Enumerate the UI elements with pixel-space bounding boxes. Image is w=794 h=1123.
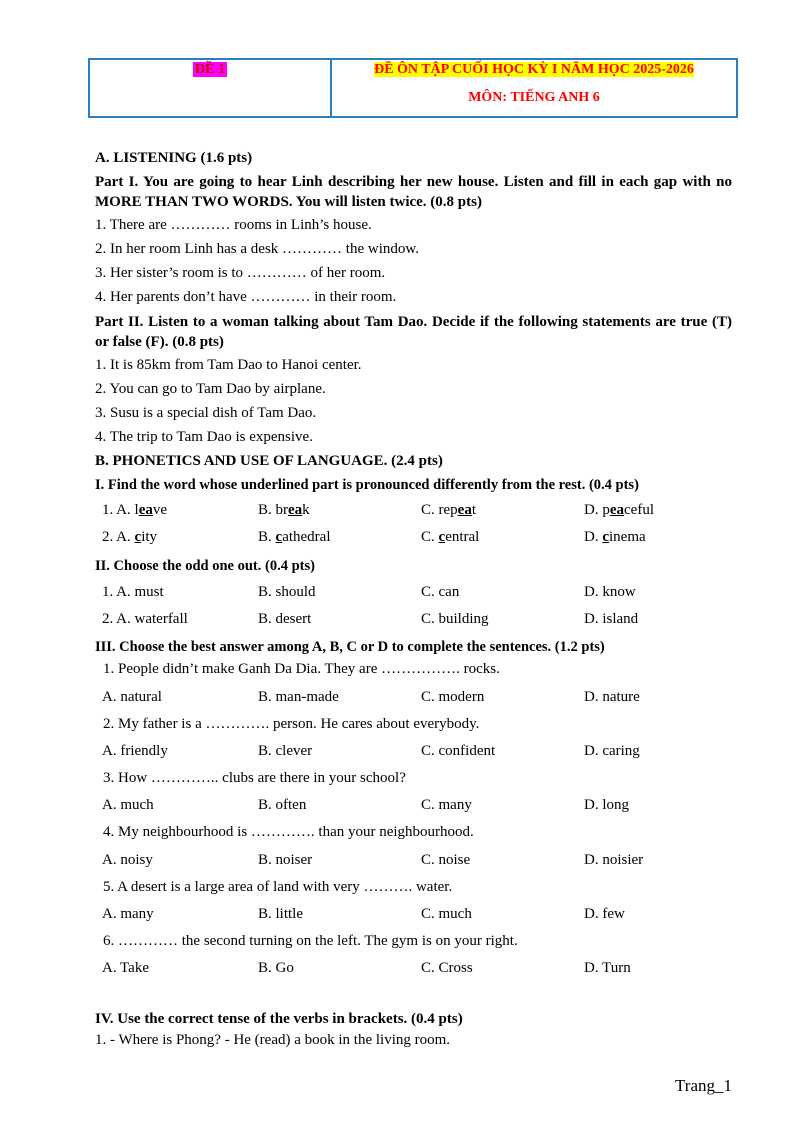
list-item: 3. Her sister’s room is to ………… of her room. bbox=[95, 265, 386, 281]
option-c: C. Cross bbox=[421, 960, 473, 976]
question: 6. ………… the second turning on the left. The gym is on your right. bbox=[103, 933, 518, 949]
option-a: A. natural bbox=[102, 689, 162, 705]
option-c: C. can bbox=[421, 584, 460, 600]
exam-subject: MÔN: TIẾNG ANH 6 bbox=[468, 90, 600, 105]
option-d: D. caring bbox=[584, 743, 640, 759]
option-a: A. noisy bbox=[102, 852, 153, 868]
option-a: A. much bbox=[102, 797, 154, 813]
option-d: D. know bbox=[584, 584, 636, 600]
exam-code-label: ĐỀ 1 bbox=[195, 62, 225, 77]
option-c: C. noise bbox=[421, 852, 471, 868]
odd-one-out-heading: II. Choose the odd one out. (0.4 pts) bbox=[95, 558, 315, 574]
option-c: C. modern bbox=[421, 689, 485, 705]
list-item: 1. There are ………… rooms in Linh’s house. bbox=[95, 217, 372, 233]
page-number: Trang_1 bbox=[675, 1076, 732, 1095]
option-c: C. confident bbox=[421, 743, 496, 759]
option-d: D. nature bbox=[584, 689, 640, 705]
option-b: B. clever bbox=[258, 743, 313, 759]
option-a: 2. A. waterfall bbox=[102, 611, 188, 627]
exam-title bbox=[332, 62, 736, 78]
section-a-heading: A. LISTENING (1.6 pts) bbox=[95, 150, 253, 166]
option-b: B. break bbox=[258, 502, 310, 518]
phonetics-heading: I. Find the word whose underlined part is pronounced differently from the rest. (0.4 pts) bbox=[95, 477, 639, 493]
question: 1. People didn’t make Ganh Da Dia. They are ……………. rocks. bbox=[103, 661, 500, 677]
list-item: 2. You can go to Tam Dao by airplane. bbox=[95, 381, 326, 397]
option-a: A. friendly bbox=[102, 743, 168, 759]
tense-heading: IV. Use the correct tense of the verbs in brackets. (0.4 pts) bbox=[95, 1011, 463, 1027]
option-d: D. few bbox=[584, 906, 625, 922]
option-b: B. man-made bbox=[258, 689, 339, 705]
header-table bbox=[88, 58, 738, 118]
option-d: D. noisier bbox=[584, 852, 644, 868]
option-c: C. central bbox=[421, 529, 480, 545]
question: 4. My neighbourhood is …………. than your neighbourhood. bbox=[103, 824, 474, 840]
option-a: 1. A. leave bbox=[102, 502, 168, 518]
option-c: C. much bbox=[421, 906, 472, 922]
list-item: 4. The trip to Tam Dao is expensive. bbox=[95, 429, 313, 445]
option-b: B. should bbox=[258, 584, 316, 600]
option-c: C. repeat bbox=[421, 502, 477, 518]
part2-heading: Part II. Listen to a woman talking about Tam Dao. Decide if the following statements are true (T) or false (F). (0.8 pts) bbox=[95, 314, 732, 350]
exam-title-label: ĐỀ ÔN TẬP CUỐI HỌC KỲ I NĂM HỌC 2025-2026 bbox=[374, 62, 694, 77]
option-a: 1. A. must bbox=[102, 584, 164, 600]
exam-code bbox=[90, 62, 330, 78]
list-item: 1. It is 85km from Tam Dao to Hanoi center. bbox=[95, 357, 362, 373]
option-b: B. desert bbox=[258, 611, 312, 627]
option-a: A. Take bbox=[102, 960, 149, 976]
list-item: 4. Her parents don’t have ………… in their room. bbox=[95, 289, 397, 305]
list-item: 3. Susu is a special dish of Tam Dao. bbox=[95, 405, 317, 421]
option-d: D. peaceful bbox=[584, 502, 654, 518]
question: 5. A desert is a large area of land with very ………. water. bbox=[103, 879, 453, 895]
option-b: B. Go bbox=[258, 960, 294, 976]
option-a: A. many bbox=[102, 906, 154, 922]
option-b: B. noiser bbox=[258, 852, 313, 868]
option-d: D. cinema bbox=[584, 529, 646, 545]
list-item: 1. - Where is Phong? - He (read) a book in the living room. bbox=[95, 1032, 451, 1048]
option-d: D. Turn bbox=[584, 960, 631, 976]
question: 3. How ………….. clubs are there in your school? bbox=[103, 770, 406, 786]
option-c: C. many bbox=[421, 797, 472, 813]
option-b: B. cathedral bbox=[258, 529, 331, 545]
question: 2. My father is a …………. person. He cares about everybody. bbox=[103, 716, 480, 732]
list-item: 2. In her room Linh has a desk ………… the window. bbox=[95, 241, 419, 257]
mcq-heading: III. Choose the best answer among A, B, C or D to complete the sentences. (1.2 pts) bbox=[95, 639, 605, 655]
option-b: B. often bbox=[258, 797, 307, 813]
option-a: 2. A. city bbox=[102, 529, 158, 545]
option-b: B. little bbox=[258, 906, 303, 922]
section-b-heading: B. PHONETICS AND USE OF LANGUAGE. (2.4 pts) bbox=[95, 453, 443, 469]
option-c: C. building bbox=[421, 611, 489, 627]
part1-heading: Part I. You are going to hear Linh describing her new house. Listen and fill in each gap with no MORE THAN TWO WORDS. You will listen twice. (0.8 pts) bbox=[95, 174, 732, 210]
option-d: D. island bbox=[584, 611, 639, 627]
option-d: D. long bbox=[584, 797, 629, 813]
